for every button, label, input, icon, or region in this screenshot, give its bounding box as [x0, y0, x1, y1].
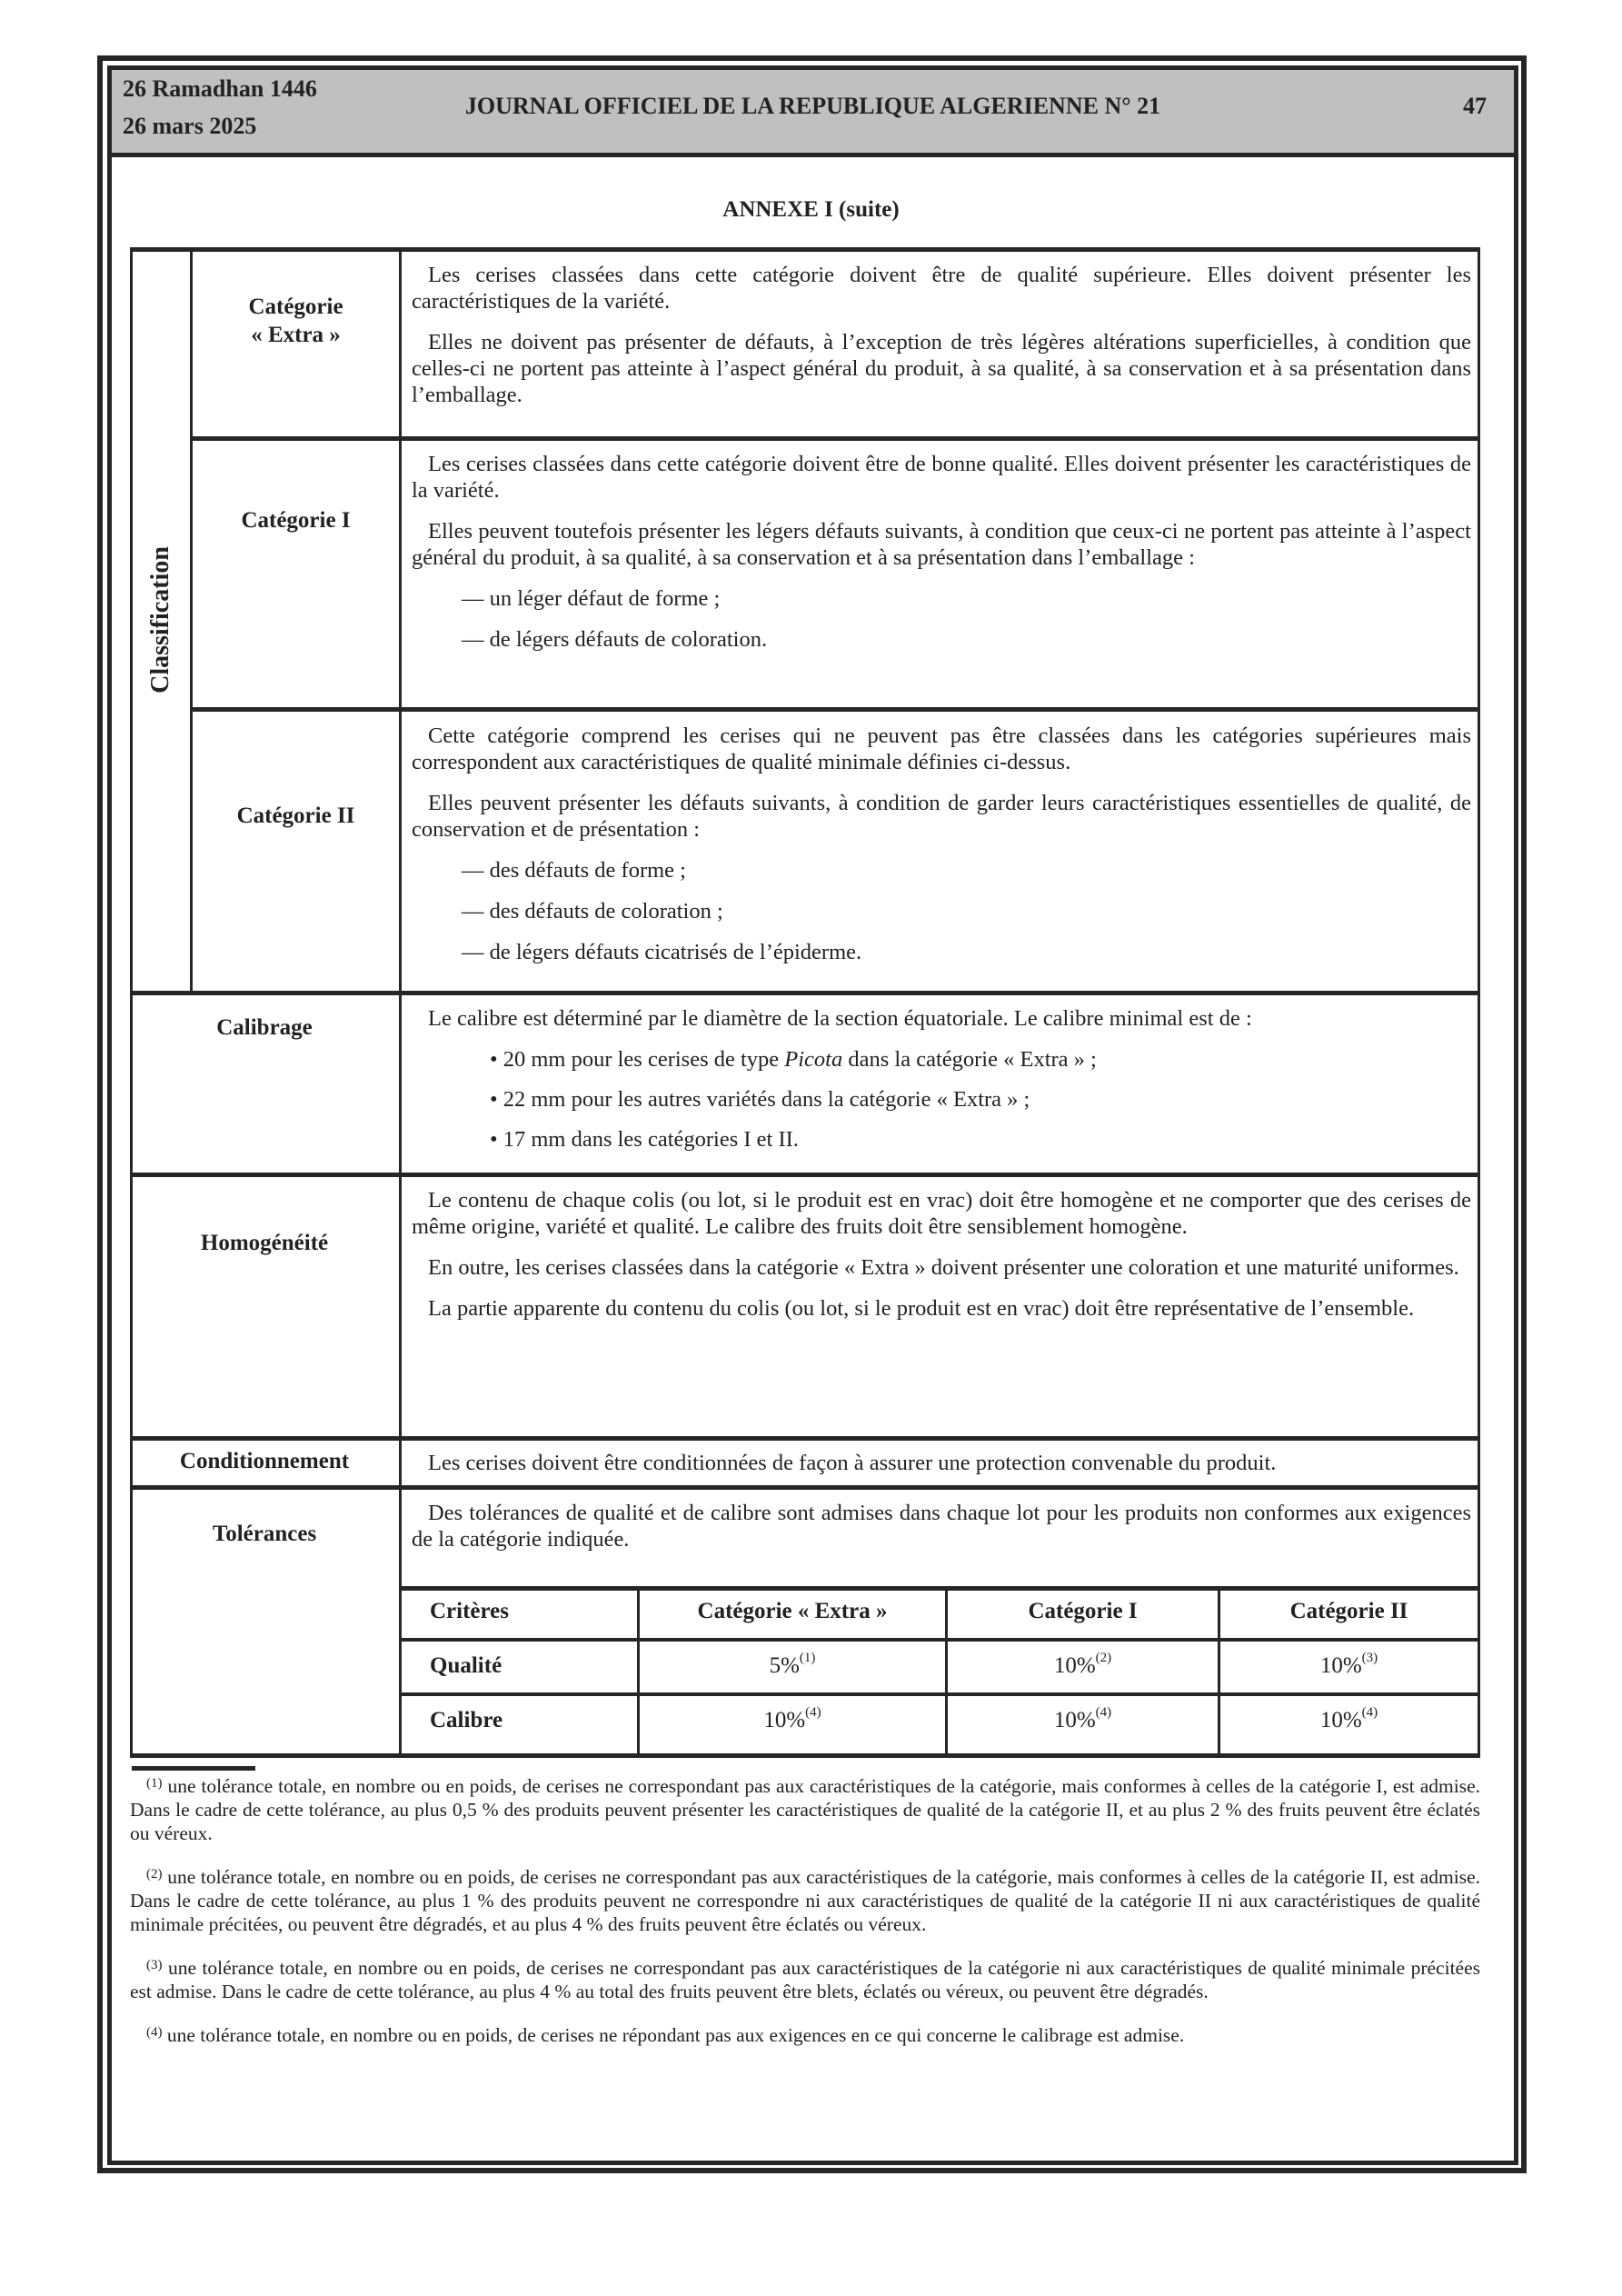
- category-extra-label: Catégorie « Extra »: [248, 294, 343, 347]
- homogeneite-text: Le contenu de chaque colis (ou lot, si le produit est en vrac) doit être homogène et ne comporter que des cerises de même origine, variété et qualité. Le calibre des fruits doit être sensiblement homogène. En outre, les cerises classées dans la catégorie « Extra » doivent présenter une coloration et une maturité uniformes. La partie apparente du contenu du colis (ou lot, si le produit est en vrac) doit être représentative de l’ensemble.: [412, 1188, 1471, 1321]
- conditionnement-text: Les cerises doivent être conditionnées de façon à assurer une protection convenable du produit.: [428, 1451, 1277, 1475]
- qualite-extra: 5%$^{(1)}$: [769, 1651, 816, 1678]
- qualite-cat1: 10%$^{(2)}$: [1053, 1651, 1112, 1678]
- header-extra: Catégorie « Extra »: [697, 1599, 888, 1623]
- calibre-item: • 17 mm dans les catégories I et II.: [490, 1127, 799, 1152]
- tolerances-label: Tolérances: [212, 1522, 317, 1546]
- conditionnement-label: Conditionnement: [179, 1449, 350, 1473]
- standards-table: [130, 247, 1480, 1758]
- page-number: 47: [1463, 93, 1487, 119]
- tolerance-table-top: [399, 1586, 1480, 1591]
- calibre-item: • 20 mm pour les cerises de type Picota dans la catégorie « Extra » ;: [490, 1047, 1097, 1072]
- journal-header: [112, 70, 1514, 157]
- category-extra-text: Les cerises classées dans cette catégorie doivent être de qualité supérieure. Elles doivent présenter les caractéristiques de la variété. Elles ne doivent pas présenter de défauts, à l’exception de très légères altérations superficielles, à condition que celles-ci ne portent pas atteinte à l’aspect général du produit, à sa qualité, à sa conservation et à sa présentation dans l’emballage.: [412, 263, 1471, 407]
- footnote-2: $^{(2)}$ une tolérance totale, en nombre ou en poids, de cerises ne correspondant pas aux caractéristiques de la catégorie, mais conformes à celles de la catégorie II, est admise. Dans le cadre de cette tolérance, au plus 1 % des produits peuvent ne correspondre ni aux caractéristiques de qualité de la catégorie II ni aux caractéristiques de qualité minimale précitées, ou peuvent être dégradés, et au plus 4 % des fruits peuvent être éclatés ou véreux.: [130, 1866, 1480, 1935]
- tolerance-row-divider: [399, 1692, 1480, 1696]
- defect-item: — un léger défaut de forme ;: [462, 586, 721, 611]
- hijri-date: 26 Ramadhan 1446: [123, 75, 317, 102]
- header-criteres: Critères: [430, 1599, 509, 1623]
- tolerances-text: Des tolérances de qualité et de calibre sont admises dans chaque lot pour les produits non conformes aux exigences de la catégorie indiquée.: [412, 1501, 1471, 1552]
- row-calibre-label: Calibre: [430, 1708, 503, 1732]
- tolerance-header-divider: [399, 1638, 1480, 1642]
- category-1-text: Les cerises classées dans cette catégorie doivent être de bonne qualité. Elles doivent présenter les caractéristiques de la variété. Elles peuvent toutefois présenter les légers défauts suivants, à condition que ceux-ci ne portent pas atteinte à l’aspect général du produit, à sa qualité, à sa conservation et à sa présentation dans l’emballage : — un léger défaut de forme ; — de légers défauts de coloration.: [412, 452, 1471, 652]
- calibrage-text: Le calibre est déterminé par le diamètre de la section équatoriale. Le calibre minimal est de : • 20 mm pour les cerises de type Picota dans la catégorie « Extra » ; • 22 mm pour les autres variétés dans la catégorie « Extra » ; • 17 mm dans les catégories I et II.: [412, 1005, 1471, 1166]
- category-1-label: Catégorie I: [241, 508, 351, 533]
- defect-item: — de légers défauts cicatrisés de l’épiderme.: [462, 940, 862, 964]
- table-top-border: [130, 247, 1480, 252]
- defect-item: — de légers défauts de coloration.: [462, 627, 768, 652]
- row-divider-extra: [190, 436, 1480, 441]
- category-2-text: Cette catégorie comprend les cerises qui ne peuvent pas être classées dans les catégories supérieures mais correspondent aux caractéristiques de qualité minimale définies ci-dessus. Elles peuvent présenter les défauts suivants, à condition de garder leurs caractéristiques essentielles de qualité, de conservation et de présentation : — des défauts de forme ; — des défauts de coloration ; — de légers défauts cicatrisés de l’épiderme.: [412, 724, 1471, 964]
- category-2-label: Catégorie II: [236, 804, 355, 828]
- footnote-1: $^{(1)}$ une tolérance totale, en nombre ou en poids, de cerises ne correspondant pas aux caractéristiques de la catégorie, mais conformes à celles de la catégorie I, est admise. Dans le cadre de cette tolérance, au plus 0,5 % des produits peuvent présenter les caractéristiques de qualité de la catégorie II, et au plus 2 % des fruits peuvent être éclatés ou véreux.: [130, 1775, 1480, 1844]
- table-bottom-border: [130, 1753, 1480, 1758]
- row-divider-homogeneite: [130, 1436, 1480, 1441]
- row-divider-cat1: [190, 707, 1480, 712]
- table-right-border: [1478, 247, 1480, 1758]
- footnotes: [130, 1774, 1480, 2067]
- defect-item: — des défauts de forme ;: [462, 858, 686, 883]
- journal-title: JOURNAL OFFICIEL DE LA REPUBLIQUE ALGERIENNE N° 21: [464, 93, 1161, 119]
- header-cat1: Catégorie I: [1028, 1599, 1138, 1623]
- header-cat2: Catégorie II: [1289, 1599, 1408, 1623]
- calibre-cat1: 10%$^{(4)}$: [1053, 1705, 1112, 1732]
- homogeneite-label: Homogénéité: [200, 1231, 329, 1255]
- footnote-3: $^{(3)}$ une tolérance totale, en nombre ou en poids, de cerises ne correspondant pas aux caractéristiques de la catégorie ni aux caractéristiques de qualité minimale précitées est admise. Dans le cadre de cette tolérance, au plus 4 % au total des fruits peuvent être blets, éclatés ou véreux, ou peuvent être dégradés.: [130, 1957, 1480, 2002]
- footnote-rule: [132, 1766, 255, 1771]
- annex-title: ANNEXE I (suite): [722, 197, 900, 222]
- calibrage-label: Calibrage: [216, 1015, 313, 1040]
- defect-item: — des défauts de coloration ;: [462, 899, 723, 923]
- row-divider-calibrage: [130, 1173, 1480, 1177]
- row-divider-cat2: [130, 991, 1480, 995]
- calibre-cat2: 10%$^{(4)}$: [1319, 1705, 1378, 1732]
- classification-label: Classification: [145, 546, 174, 694]
- qualite-cat2: 10%$^{(3)}$: [1319, 1651, 1378, 1678]
- gregorian-date: 26 mars 2025: [123, 113, 257, 139]
- calibre-extra: 10%$^{(4)}$: [763, 1705, 821, 1732]
- calibre-item: • 22 mm pour les autres variétés dans la catégorie « Extra » ;: [490, 1087, 1030, 1112]
- row-qualite-label: Qualité: [430, 1653, 503, 1678]
- label-col-divider: [399, 247, 402, 1758]
- footnote-4: $^{(4)}$ une tolérance totale, en nombre ou en poids, de cerises ne répondant pas aux exigences en ce qui concerne le calibrage est admise.: [146, 2024, 1185, 2046]
